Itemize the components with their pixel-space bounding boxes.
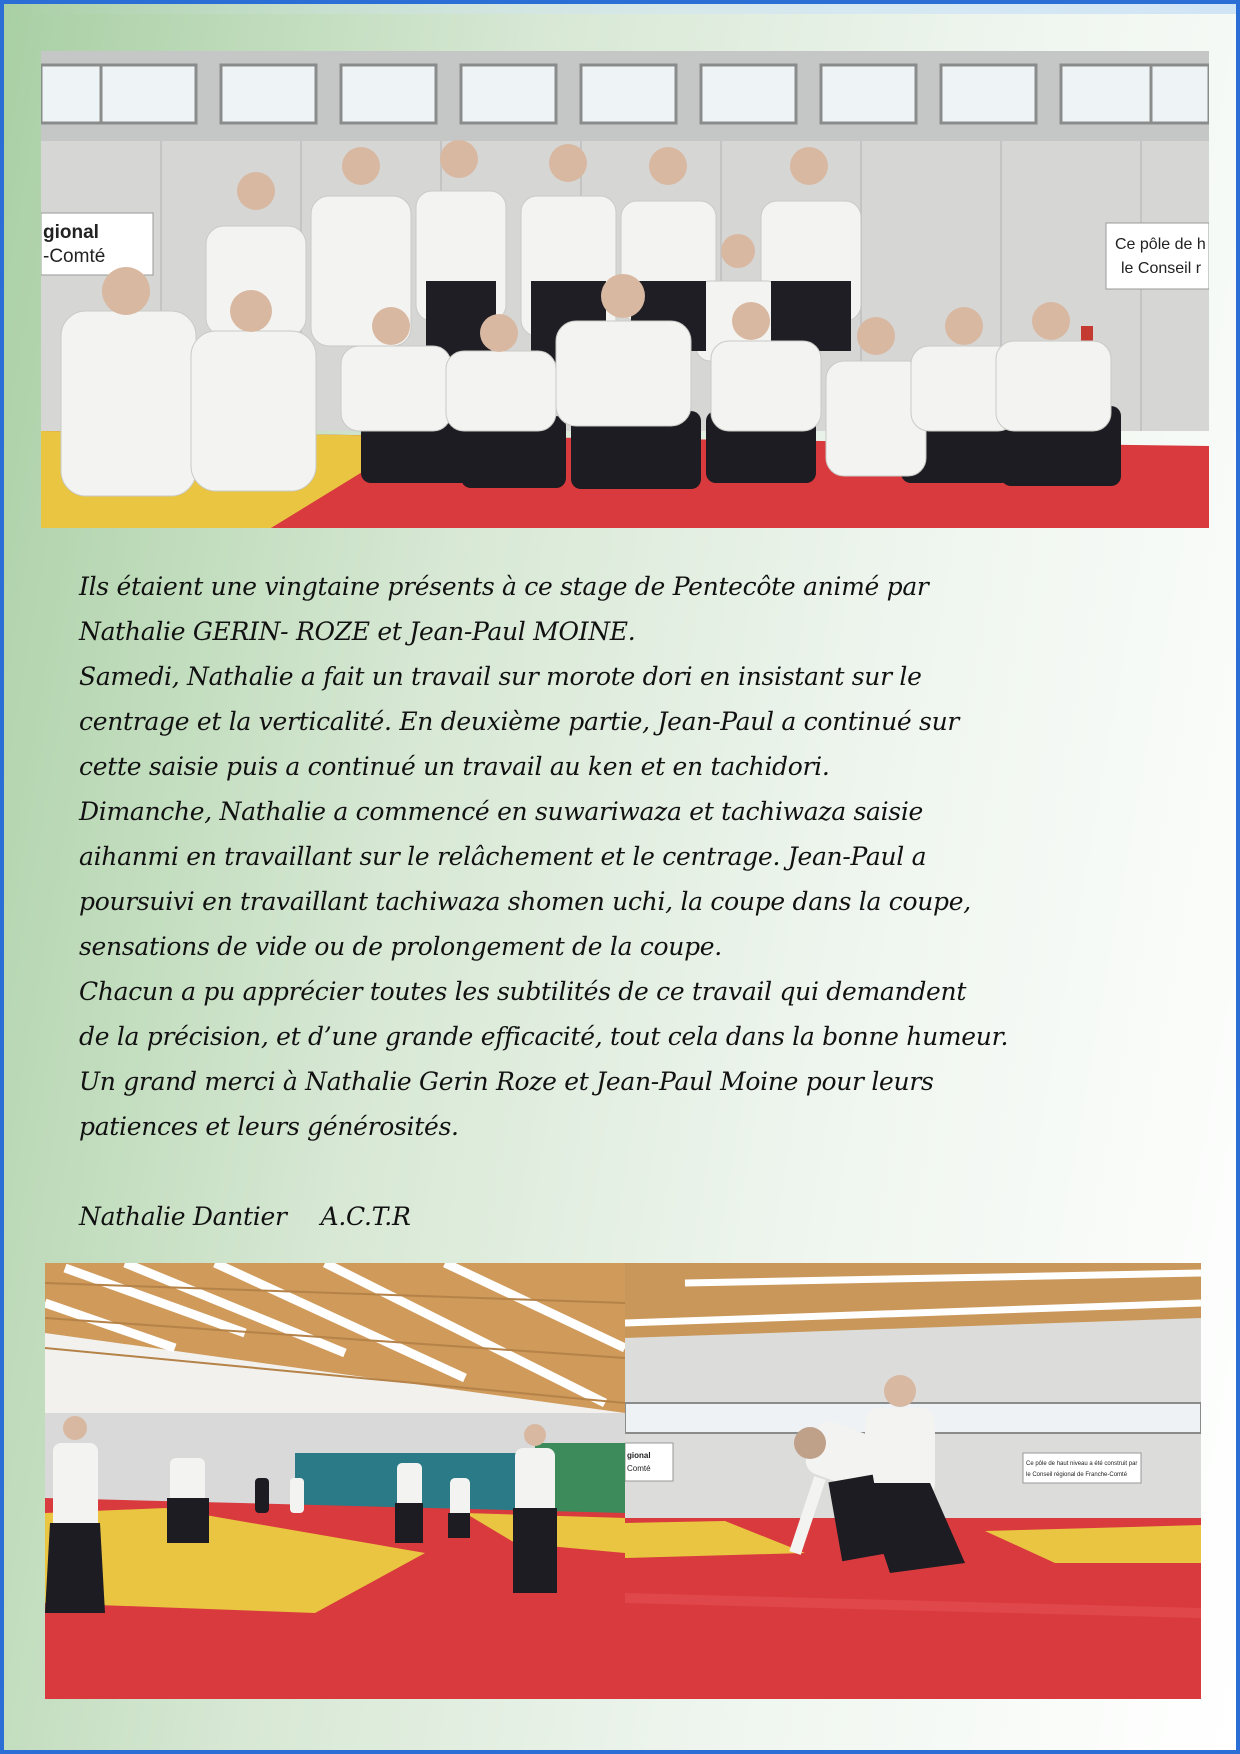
article-line: Un grand merci à Nathalie Gerin Roze et Jean-Paul Moine pour leurs <box>79 1067 934 1096</box>
signature-name: Nathalie Dantier <box>79 1202 287 1231</box>
group-banner-right-line1: Ce pôle de h <box>1115 236 1206 253</box>
article-line: Samedi, Nathalie a fait un travail sur morote dori en insistant sur le <box>79 662 922 691</box>
tech-banner-right-line2: le Conseil régional de Franche-Comté <box>1026 1472 1128 1478</box>
group-banner-left-line1: gional <box>43 222 99 243</box>
article-line: aihanmi en travaillant sur le relâchement et le centrage. Jean-Paul a <box>79 842 927 871</box>
article-line: Dimanche, Nathalie a commencé en suwariwaza et tachiwaza saisie <box>79 797 924 826</box>
article-line: Nathalie GERIN- ROZE et Jean-Paul MOINE. <box>79 617 636 646</box>
signature-club: A.C.T.R <box>320 1202 411 1231</box>
article-line: Chacun a pu apprécier toutes les subtilités de ce travail qui demandent <box>79 977 967 1006</box>
technique-photo <box>625 1263 1201 1699</box>
article-line: poursuivi en travaillant tachiwaza shomen uchi, la coupe dans la coupe, <box>79 887 971 916</box>
article-line: sensations de vide ou de prolongement de la coupe. <box>79 932 722 961</box>
dojo-photo <box>45 1263 625 1699</box>
article-text <box>79 564 1189 1239</box>
article-line: patiences et leurs générosités. <box>79 1112 459 1141</box>
article-line: cette saisie puis a continué un travail au ken et en tachidori. <box>79 752 830 781</box>
signature <box>79 1194 1189 1239</box>
tech-banner-left-line2: Comté <box>627 1464 651 1473</box>
article-line: Ils étaient une vingtaine présents à ce stage de Pentecôte animé par <box>79 572 929 601</box>
article-line: de la précision, et d’une grande efficacité, tout cela dans la bonne humeur. <box>79 1022 1009 1051</box>
tech-banner-left-line1: gional <box>627 1451 651 1460</box>
group-banner-left-line2: -Comté <box>43 246 106 267</box>
article-line: centrage et la verticalité. En deuxième partie, Jean-Paul a continué sur <box>79 707 960 736</box>
group-banner-right-line2: le Conseil r <box>1121 260 1202 277</box>
group-photo <box>41 51 1209 528</box>
tech-banner-right-line1: Ce pôle de haut niveau a été construit par <box>1026 1461 1138 1467</box>
